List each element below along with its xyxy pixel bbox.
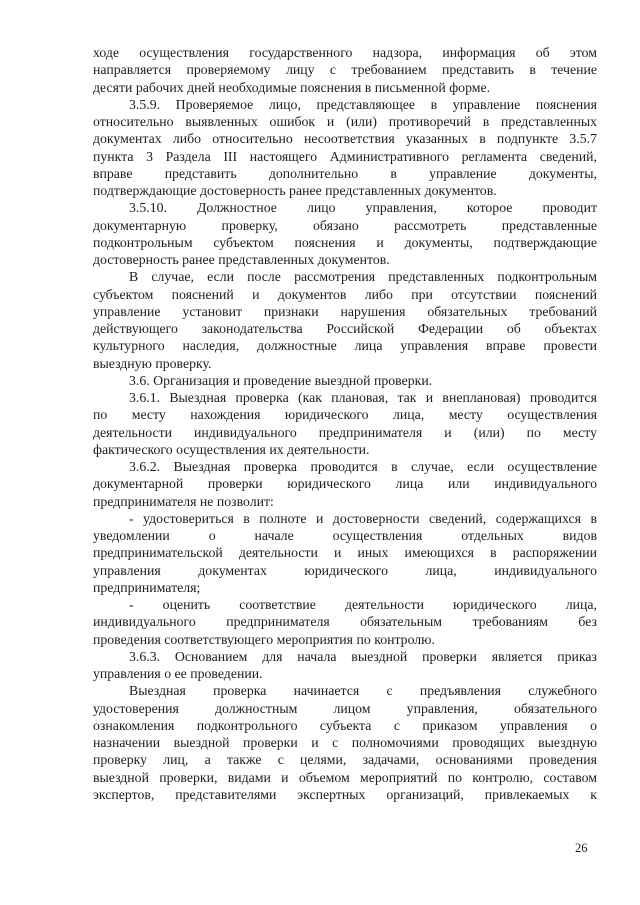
text-line: уведомлении о начале осуществления отдельных видов [93, 528, 597, 543]
text-line: 3.5.10. Должностное лицо управления, которое проводит [129, 200, 597, 216]
text-line: действующего законодательства Российской Федерации об объектах [93, 321, 597, 336]
text-line: ознакомления подконтрольного субъекта с приказом управления о [93, 717, 597, 733]
text-line: субъектом пояснений и документов либо при отсутствии пояснений [93, 286, 597, 302]
text-line: ходе осуществления государственного надзора, информация об этом [93, 45, 597, 60]
text-line: 3.6.1. Выездная проверка (как плановая, так и внеплановая) проводится [129, 390, 597, 405]
text-line: - удостовериться в полноте и достоверности сведений, содержащихся в [129, 510, 597, 526]
text-line: по месту нахождения юридического лица, месту осуществления [93, 407, 597, 423]
text-line: деятельности индивидуального предпринимателя и (или) по месту [93, 424, 597, 440]
text-line: документах либо относительно несоответствия указанных в подпункте 3.5.7 [93, 131, 597, 147]
text-line: управление установит признаки нарушения обязательных требований [93, 303, 597, 319]
text-line: фактического осуществления их деятельности. [93, 441, 370, 457]
text-line: документарную проверку, обязано рассмотреть представленные [93, 217, 597, 233]
text-line: десяти рабочих дней необходимые пояснения в письменной форме. [93, 79, 491, 95]
text-line: управления документах юридического лица, индивидуального [93, 562, 597, 578]
text-line: Выездная проверка начинается с предъявления служебного [129, 683, 597, 699]
text-line: - оценить соответствие деятельности юридического лица, [129, 597, 597, 612]
text-line: предпринимательской деятельности и иных имеющихся в распоряжении [93, 545, 597, 561]
text-line: удостоверения должностным лицом управления, обязательного [93, 700, 597, 716]
text-line: 3.6.3. Основанием для начала выездной проверки является приказ [129, 648, 597, 664]
text-line: достоверность ранее представленных документов. [93, 252, 390, 267]
text-line: пункта 3 Раздела III настоящего Административного регламента сведений, [93, 148, 597, 164]
text-line: выездную проверку. [93, 355, 212, 371]
text-line: предпринимателя; [93, 579, 201, 595]
text-line: выездной проверки, видами и объемом мероприятий по контролю, составом [93, 769, 597, 785]
text-line: проведения соответствующего мероприятия по контролю. [93, 631, 435, 647]
text-line: документарной проверки юридического лица или индивидуального [93, 476, 597, 492]
text-line: 3.6.2. Выездная проверка проводится в случае, если осуществление [129, 459, 597, 474]
text-line: экспертов, представителями экспертных организаций, привлекаемых к [93, 786, 597, 802]
document-body [93, 44, 597, 803]
text-line: подконтрольным субъектом пояснения и документы, подтверждающие [93, 234, 597, 250]
text-line: направляется проверяемому лицу с требованием представить в течение [93, 62, 597, 78]
text-line: подтверждающие достоверность ранее представленных документов. [93, 183, 497, 198]
page-number: 26 [575, 841, 588, 855]
text-line: управления о ее проведении. [93, 666, 263, 681]
text-line: индивидуального предпринимателя обязательным требованиям без [93, 614, 597, 630]
text-line: В случае, если после рассмотрения представленных подконтрольным [129, 269, 597, 285]
text-line: 3.5.9. Проверяемое лицо, представляющее в управление пояснения [129, 96, 597, 112]
text-line: предпринимателя не позволит: [93, 493, 274, 509]
text-line: относительно выявленных ошибок и (или) противоречий в представленных [93, 114, 597, 129]
text-line: вправе представить дополнительно в управление документы, [93, 165, 597, 181]
text-line: 3.6. Организация и проведение выездной проверки. [129, 372, 433, 388]
text-line: проверку лиц, а также с целями, задачами, основаниями проведения [93, 752, 597, 768]
text-line: назначении выездной проверки и с полномочиями проводящих выездную [93, 735, 597, 750]
text-line: культурного наследия, должностные лица управления вправе провести [93, 338, 597, 354]
